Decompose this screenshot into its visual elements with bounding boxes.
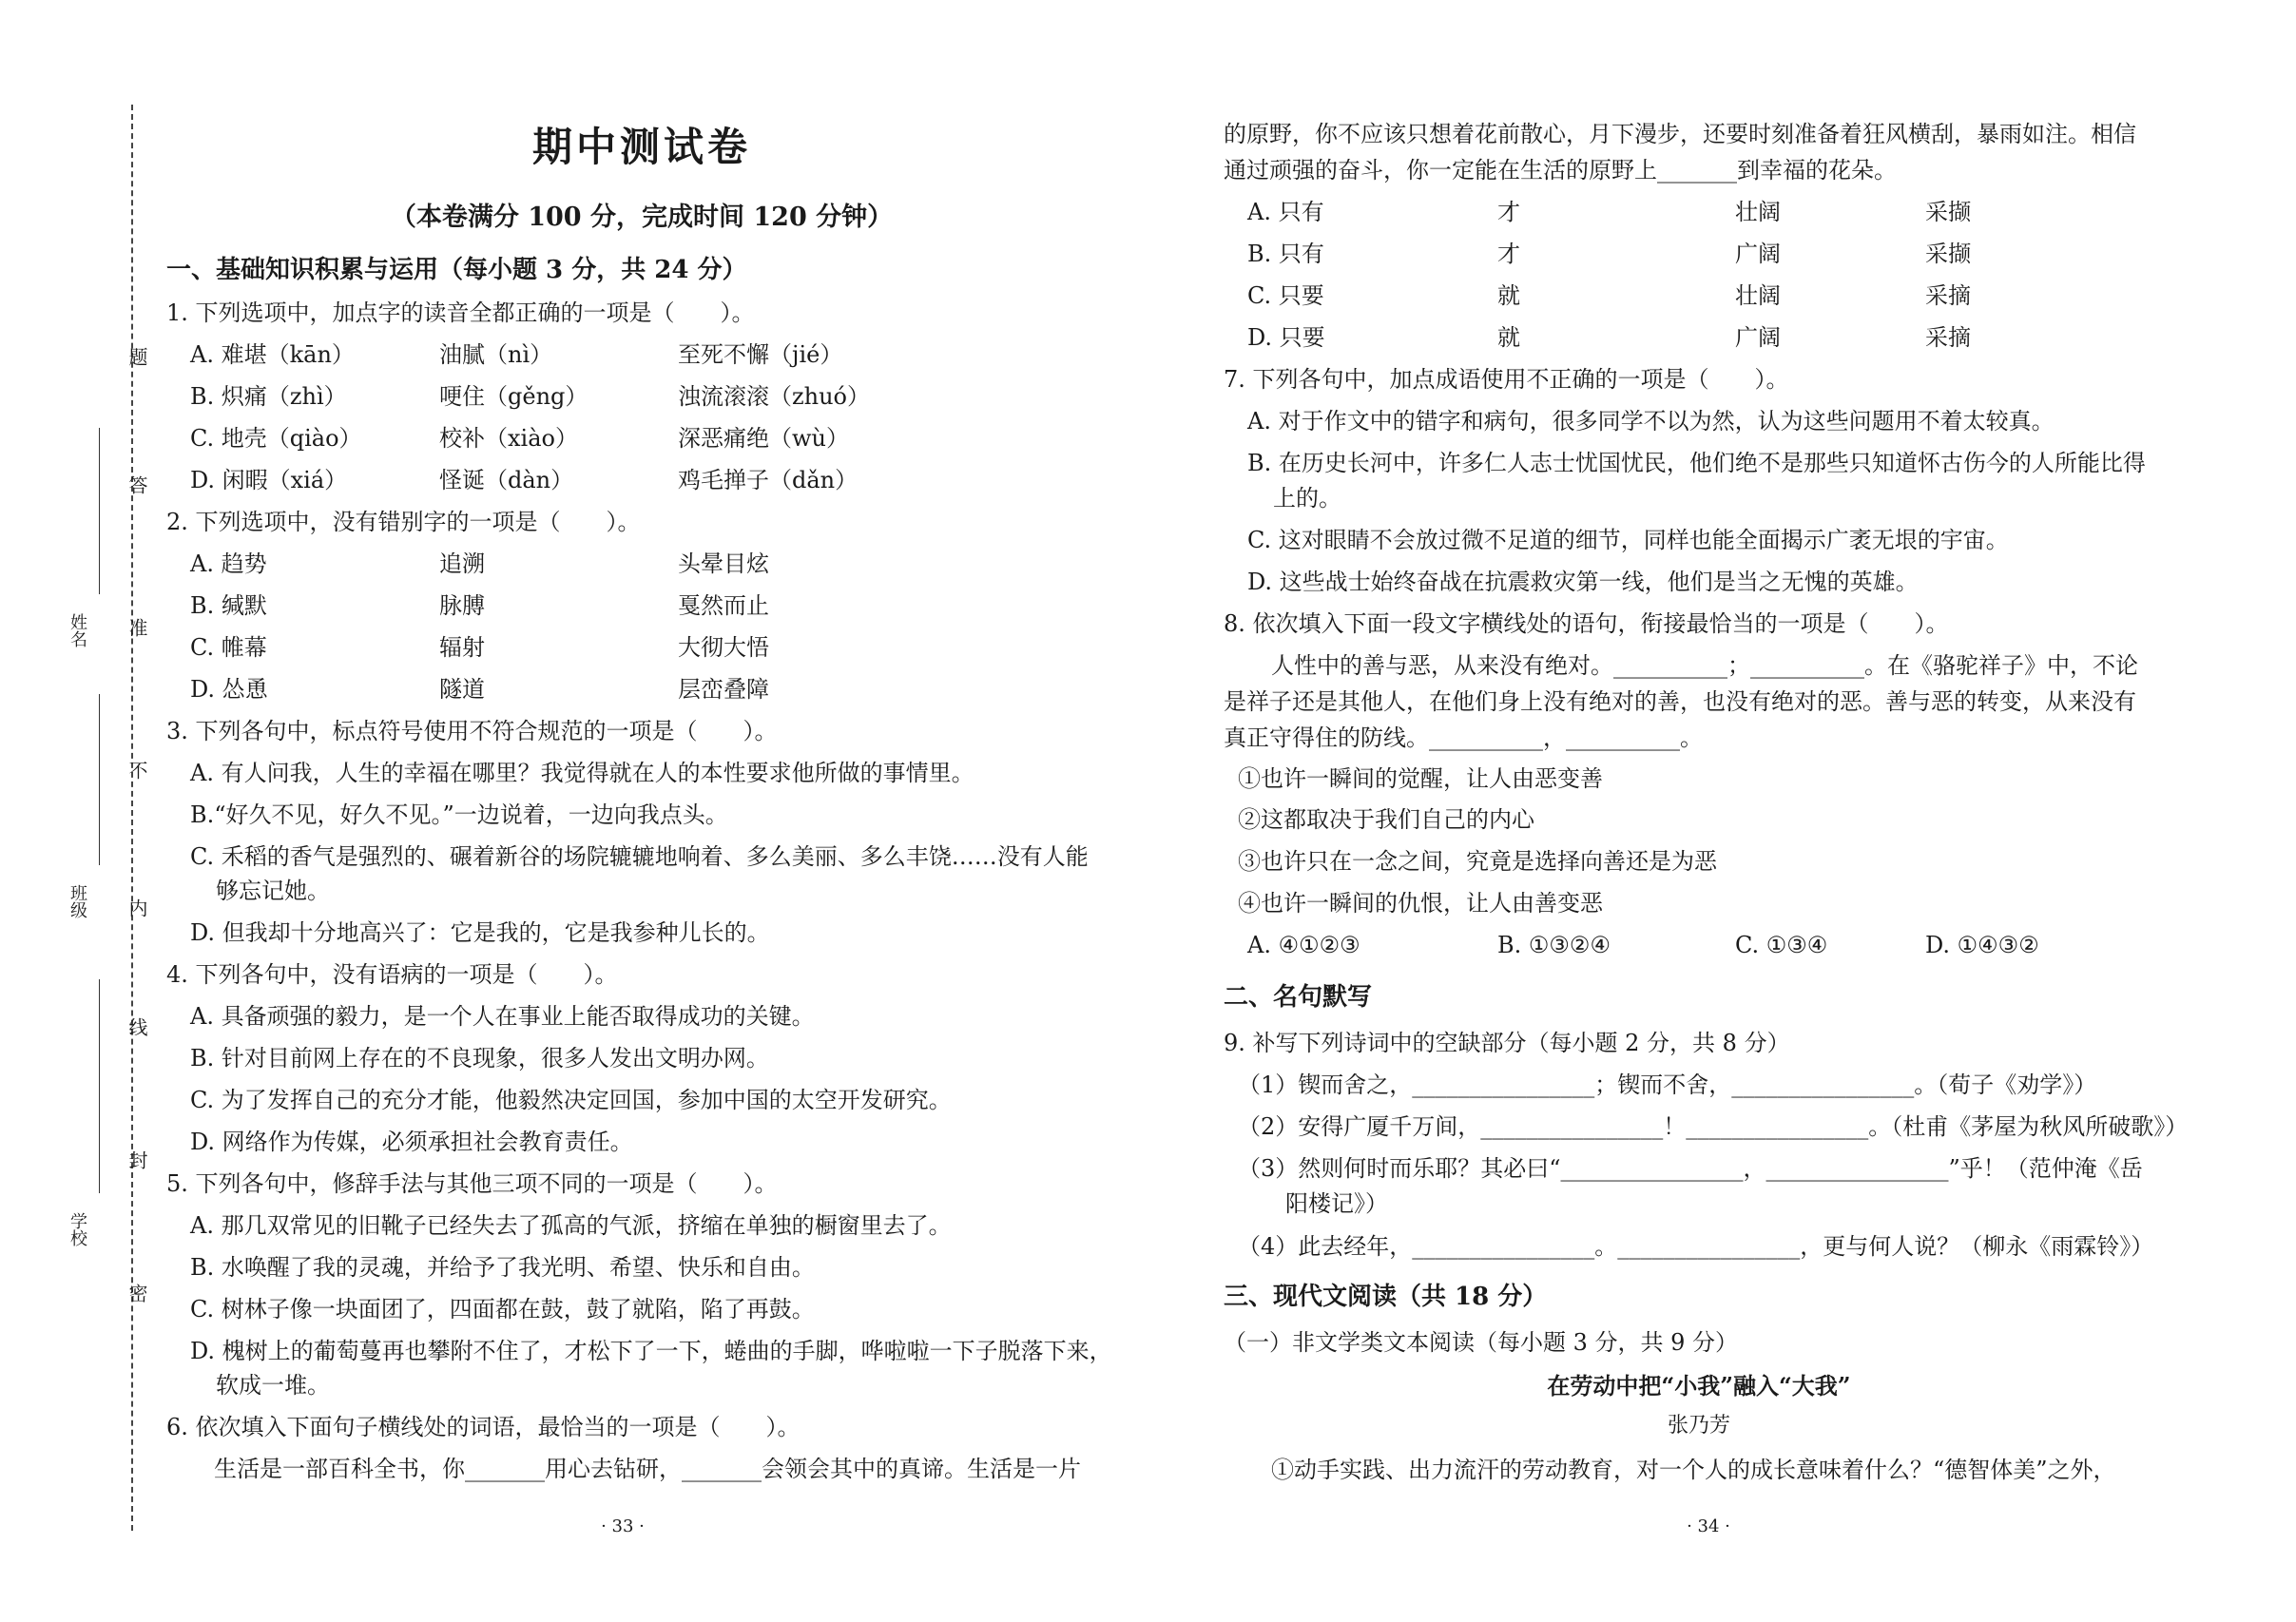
option-cell: 头晕目炫 — [678, 550, 769, 577]
option-cell: 怪诞（dàn） — [439, 467, 574, 493]
passage-line: 通过顽强的奋斗，你一定能在生活的原野上_______到幸福的花朵。 — [1224, 157, 1897, 183]
article-author: 张乃芳 — [1667, 1414, 1730, 1438]
option-line: A. 有人问我，人生的幸福在哪里？我觉得就在人的本性要求他所做的事情里。 — [190, 760, 974, 786]
option-line: C. 树林子像一块面团了，四面都在鼓，鼓了就陷，陷了再鼓。 — [190, 1296, 815, 1323]
question-stem: 1. 下列选项中，加点字的读音全都正确的一项是（ ）。 — [166, 299, 755, 326]
option-cell: 才 — [1497, 241, 1520, 267]
fill-in-line: （2）安得广厦千万间，________________！________________。（杜甫《茅屋为秋风所破歌》） — [1238, 1113, 2189, 1140]
option-cell: 辐射 — [439, 634, 485, 661]
option-line: 够忘记她。 — [216, 878, 330, 904]
option-cell: 采撷 — [1925, 199, 1971, 225]
seal-char: 不 — [125, 761, 148, 780]
option-cell: 采摘 — [1925, 324, 1971, 351]
fill-in-line: 阳楼记》） — [1285, 1190, 1388, 1217]
question-stem: 2. 下列选项中，没有错别字的一项是（ ）。 — [166, 509, 641, 535]
section-heading: 三、现代文阅读（共 18 分） — [1224, 1283, 1548, 1311]
option-cell: 就 — [1497, 282, 1520, 309]
option-line: A. 具备顽强的毅力，是一个人在事业上能否取得成功的关键。 — [190, 1003, 815, 1030]
list-item: ②这都取决于我们自己的内心 — [1238, 806, 1534, 833]
option-cell: B. 炽痛（zhì） — [190, 383, 347, 410]
section-heading: 二、名句默写 — [1224, 983, 1373, 1012]
passage-line: 的原野，你不应该只想着花前散心，月下漫步，还要时刻准备着狂风横刮，暴雨如注。相信 — [1224, 121, 2136, 147]
option-line: B. 水唤醒了我的灵魂，并给予了我光明、希望、快乐和自由。 — [190, 1254, 815, 1281]
option-cell: 大彻大悟 — [678, 634, 769, 661]
option-line: C. 禾稻的香气是强烈的、碾着新谷的场院辘辘地响着、多么美丽、多么丰饶……没有人能 — [190, 843, 1089, 870]
question-stem: 6. 依次填入下面句子横线处的词语，最恰当的一项是（ ）。 — [166, 1414, 801, 1440]
passage-line: 生活是一部百科全书，你_______用心去钻研，_______会领会其中的真谛。生活是一片 — [214, 1456, 1081, 1482]
option-cell: 壮阔 — [1735, 282, 1781, 309]
right-page — [1148, 0, 2296, 1622]
option-cell: 浊流滚滚（zhuó） — [678, 383, 871, 410]
seal-char: 准 — [125, 618, 148, 637]
option-cell: D. 只要 — [1247, 324, 1325, 351]
class-field-line[interactable] — [99, 694, 100, 865]
page-title: 期中测试卷 — [531, 124, 751, 170]
seal-char: 题 — [125, 347, 148, 366]
option-line: D. 但我却十分地高兴了：它是我的，它是我参种儿长的。 — [190, 919, 770, 946]
option-cell: 哽住（gěng） — [439, 383, 588, 410]
page-subtitle: （本卷满分 100 分，完成时间 120 分钟） — [390, 203, 894, 232]
option-cell: C. 帷幕 — [190, 634, 267, 661]
list-item: ④也许一瞬间的仇恨，让人由善变恶 — [1238, 890, 1603, 917]
list-item: ③也许只在一念之间，究竟是选择向善还是为恶 — [1238, 848, 1717, 875]
question-stem: 7. 下列各句中，加点成语使用不正确的一项是（ ）。 — [1224, 366, 1789, 393]
fill-in-line: （1）锲而舍之，________________；锲而不舍，________________。（荀子《劝学》） — [1238, 1072, 2097, 1098]
seal-char: 密 — [125, 1284, 148, 1303]
question-stem: 5. 下列各句中，修辞手法与其他三项不同的一项是（ ）。 — [166, 1170, 778, 1197]
option-cell: B. 只有 — [1247, 241, 1324, 267]
option-cell: 戛然而止 — [678, 592, 769, 619]
option-cell: 才 — [1497, 199, 1520, 225]
option-cell: D. ①④③② — [1925, 932, 2039, 958]
seal-char: 封 — [125, 1150, 148, 1169]
seal-char: 答 — [125, 475, 148, 494]
option-cell: 广阔 — [1735, 241, 1781, 267]
article-paragraph: ①动手实践、出力流汗的劳动教育，对一个人的成长意味着什么？“德智体美”之外， — [1271, 1457, 2116, 1483]
passage-line: 真正守得住的防线。__________，__________。 — [1224, 724, 1703, 751]
page-number: · 34 · — [1687, 1516, 1730, 1536]
article-title: 在劳动中把“小我”融入“大我” — [1547, 1372, 1851, 1400]
option-line: 上的。 — [1273, 485, 1341, 512]
list-item: ①也许一瞬间的觉醒，让人由恶变善 — [1238, 765, 1603, 792]
option-cell: B. 缄默 — [190, 592, 267, 619]
option-cell: 鸡毛掸子（dǎn） — [678, 467, 859, 493]
option-cell: 油腻（nì） — [439, 341, 553, 368]
option-cell: 壮阔 — [1735, 199, 1781, 225]
option-cell: 至死不懈（jié） — [678, 341, 843, 368]
option-line: D. 这些战士始终奋战在抗震救灾第一线，他们是当之无愧的英雄。 — [1247, 569, 1919, 595]
class-field-label: 班级 — [68, 884, 87, 918]
option-line: B.“好久不见，好久不见。”一边说着，一边向我点头。 — [190, 801, 728, 828]
option-cell: 校补（xiào） — [439, 425, 578, 452]
fill-in-line: （3）然则何时而乐耶？其必曰“________________，________________”乎！（范仲淹《岳 — [1238, 1155, 2143, 1182]
option-line: B. 在历史长河中，许多仁人志士忧国忧民，他们绝不是那些只知道怀古伤今的人所能比得 — [1247, 450, 2146, 476]
option-cell: A. 难堪（kān） — [190, 341, 355, 368]
option-cell: 隧道 — [439, 676, 485, 703]
school-field-line[interactable] — [99, 979, 100, 1193]
option-line: A. 那几双常见的旧靴子已经失去了孤高的气派，挤缩在单独的橱窗里去了。 — [190, 1212, 952, 1239]
option-cell: A. ④①②③ — [1247, 932, 1360, 958]
option-line: C. 为了发挥自己的充分才能，他毅然决定回国，参加中国的太空开发研究。 — [190, 1087, 952, 1113]
option-cell: A. 趋势 — [190, 550, 267, 577]
option-cell: 就 — [1497, 324, 1520, 351]
option-cell: C. ①③④ — [1735, 932, 1828, 958]
passage-line: 人性中的善与恶，从来没有绝对。__________；__________。在《骆驼祥子》中，不论 — [1271, 652, 2138, 679]
option-cell: 脉膊 — [439, 592, 485, 619]
option-cell: B. ①③②④ — [1497, 932, 1611, 958]
option-cell: 广阔 — [1735, 324, 1781, 351]
option-cell: 采撷 — [1925, 241, 1971, 267]
school-field-label: 学校 — [68, 1212, 87, 1246]
question-stem: 9. 补写下列诗词中的空缺部分（每小题 2 分，共 8 分） — [1224, 1030, 1790, 1056]
option-cell: D. 怂恿 — [190, 676, 268, 703]
option-cell: C. 地壳（qiào） — [190, 425, 362, 452]
option-cell: C. 只要 — [1247, 282, 1324, 309]
subsection-heading: （一）非文学类文本阅读（每小题 3 分，共 9 分） — [1224, 1329, 1739, 1356]
option-cell: D. 闲暇（xiá） — [190, 467, 348, 493]
option-cell: 层峦叠障 — [678, 676, 769, 703]
seal-dashed-line — [131, 105, 133, 1531]
option-line: 软成一堆。 — [216, 1372, 330, 1399]
option-cell: 追溯 — [439, 550, 485, 577]
question-stem: 4. 下列各句中，没有语病的一项是（ ）。 — [166, 961, 618, 988]
option-line: B. 针对目前网上存在的不良现象，很多人发出文明办网。 — [190, 1045, 769, 1072]
section-heading: 一、基础知识积累与运用（每小题 3 分，共 24 分） — [166, 256, 747, 284]
name-field-label: 姓名 — [68, 613, 87, 647]
option-cell: 深恶痛绝（wù） — [678, 425, 849, 452]
passage-line: 是祥子还是其他人，在他们身上没有绝对的善，也没有绝对的恶。善与恶的转变，从来没有 — [1224, 688, 2136, 715]
seal-char: 线 — [125, 1017, 148, 1036]
option-line: D. 槐树上的葡萄蔓再也攀附不住了，才松下了一下，蜷曲的手脚，哗啦啦一下子脱落下来， — [190, 1338, 1112, 1364]
option-line: D. 网络作为传媒，必须承担社会教育责任。 — [190, 1129, 633, 1155]
option-cell: 采摘 — [1925, 282, 1971, 309]
option-line: A. 对于作文中的错字和病句，很多同学不以为然，认为这些问题用不着太较真。 — [1247, 408, 2055, 434]
question-stem: 8. 依次填入下面一段文字横线处的语句，衔接最恰当的一项是（ ）。 — [1224, 610, 1949, 637]
seal-char: 内 — [125, 898, 148, 917]
name-field-line[interactable] — [99, 428, 100, 594]
option-line: C. 这对眼睛不会放过微不足道的细节，同样也能全面揭示广袤无垠的宇宙。 — [1247, 527, 2009, 553]
fill-in-line: （4）此去经年，________________。________________，更与何人说？（柳永《雨霖铃》） — [1238, 1233, 2154, 1260]
question-stem: 3. 下列各句中，标点符号使用不符合规范的一项是（ ）。 — [166, 718, 778, 744]
page-number: · 33 · — [601, 1516, 645, 1536]
option-cell: A. 只有 — [1247, 199, 1324, 225]
